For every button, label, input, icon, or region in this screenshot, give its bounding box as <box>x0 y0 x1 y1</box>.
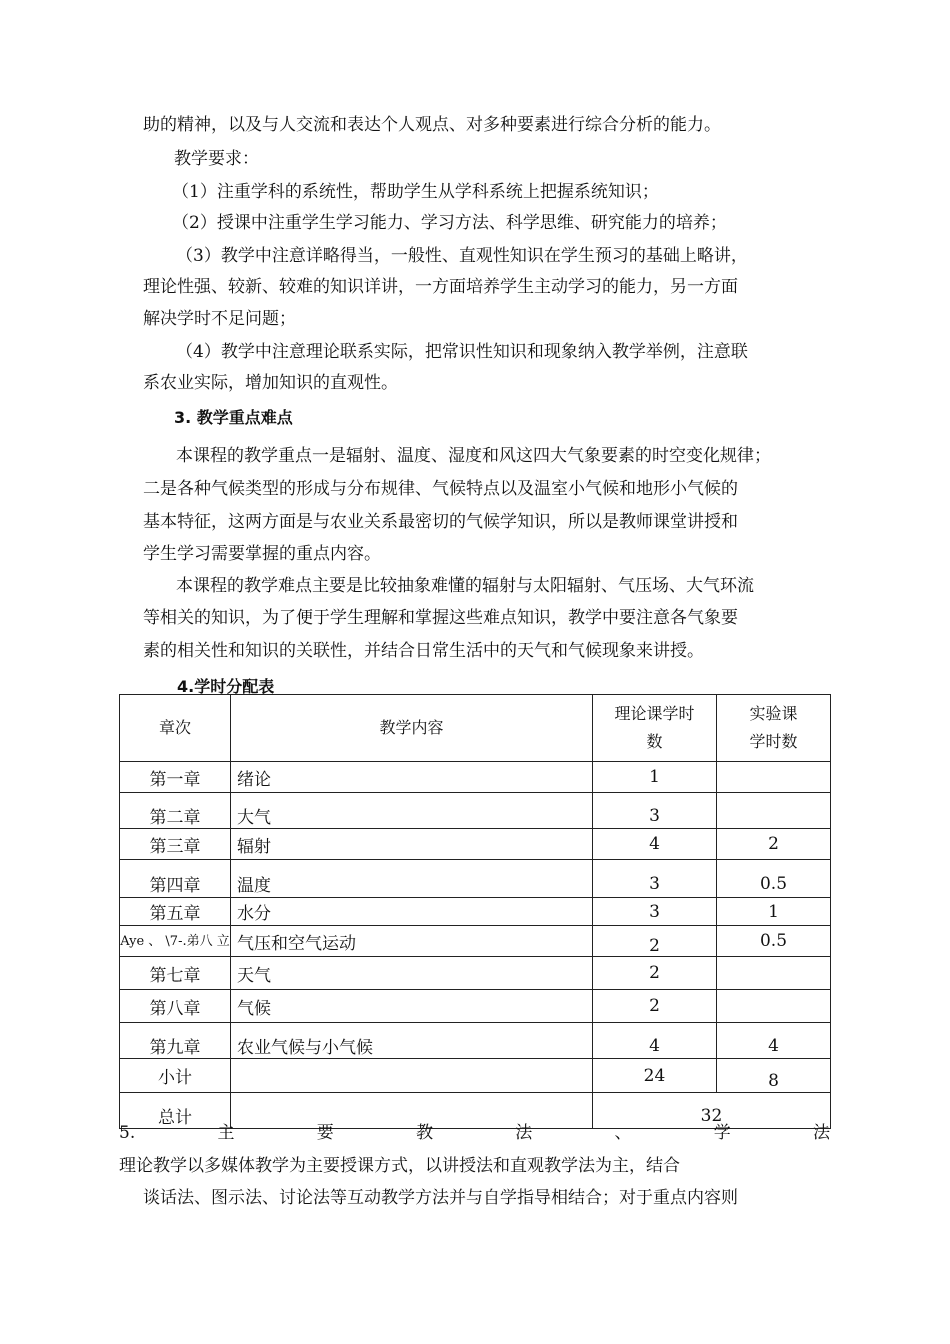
lab-cell: 0.5 <box>717 926 831 957</box>
text-line: 本课程的教学难点主要是比较抽象难懂的辐射与太阳辐射、气压场、大气环流 <box>176 576 754 596</box>
content-cell: 温度 <box>231 860 593 898</box>
table-row <box>120 990 831 1023</box>
section-heading-spread <box>119 1122 830 1144</box>
heading-char: 5. <box>119 1123 136 1143</box>
header-content: 教学内容 <box>231 695 593 762</box>
theory-cell: 2 <box>593 957 717 990</box>
subtotal-row <box>120 1059 831 1093</box>
header-lab-line: 实验课 <box>749 704 798 723</box>
requirement-item: （1）注重学科的系统性，帮助学生从学科系统上把握系统知识； <box>172 182 659 202</box>
chapter-cell: 第二章 <box>120 793 231 829</box>
content-cell: 辐射 <box>231 829 593 860</box>
subtotal-lab: 8 <box>717 1059 831 1093</box>
theory-cell: 4 <box>593 1023 717 1059</box>
header-lab-hours <box>717 695 831 762</box>
chapter-cell: 第四章 <box>120 860 231 898</box>
header-theory-hours <box>593 695 717 762</box>
chapter-cell: 第八章 <box>120 990 231 1023</box>
theory-cell: 2 <box>593 990 717 1023</box>
header-chapter: 章次 <box>120 695 231 762</box>
requirement-item: （2）授课中注重学生学习能力、学习方法、科学思维、研究能力的培养； <box>172 213 727 233</box>
content-cell: 农业气候与小气候 <box>231 1023 593 1059</box>
text-line: 系农业实际，增加知识的直观性。 <box>143 373 398 393</box>
table-row <box>120 926 831 957</box>
theory-cell: 3 <box>593 898 717 926</box>
subtotal-theory: 24 <box>593 1059 717 1093</box>
text-line: 学生学习需要掌握的重点内容。 <box>143 544 381 564</box>
text-line: 理论教学以多媒体教学为主要授课方式，以讲授法和直观教学法为主，结合 <box>119 1156 680 1176</box>
theory-cell: 4 <box>593 829 717 860</box>
theory-cell: 1 <box>593 762 717 793</box>
theory-cell: 2 <box>593 926 717 957</box>
section-heading: 3. 教学重点难点 <box>174 408 293 427</box>
text-line: 解决学时不足问题； <box>143 309 296 329</box>
table-row <box>120 860 831 898</box>
requirements-title: 教学要求： <box>174 149 259 169</box>
table-row <box>120 762 831 793</box>
table-row <box>120 898 831 926</box>
content-cell: 绪论 <box>231 762 593 793</box>
subtotal-label: 小计 <box>120 1059 231 1093</box>
text-line: 理论性强、较新、较难的知识详讲，一方面培养学生主动学习的能力，另一方面 <box>143 277 738 297</box>
heading-char: 法 <box>812 1123 830 1143</box>
table-row <box>120 957 831 990</box>
lab-cell: 4 <box>717 1023 831 1059</box>
theory-cell: 3 <box>593 860 717 898</box>
heading-char: 、 <box>614 1123 632 1143</box>
text-line: 素的相关性和知识的关联性，并结合日常生活中的天气和气候现象来讲授。 <box>143 641 704 661</box>
text-line: 助的精神，以及与人交流和表达个人观点、对多种要素进行综合分析的能力。 <box>143 115 721 135</box>
lab-cell <box>717 793 831 829</box>
content-cell: 大气 <box>231 793 593 829</box>
header-theory-line: 理论课学时 <box>614 704 695 723</box>
subtotal-content <box>231 1059 593 1093</box>
heading-char: 法 <box>515 1123 533 1143</box>
total-label: 总计 <box>120 1093 231 1129</box>
text-line: 二是各种气候类型的形成与分布规律、气候特点以及温室小气候和地形小气候的 <box>143 479 738 499</box>
chapter-cell: 第九章 <box>120 1023 231 1059</box>
section-heading: 4.学时分配表 <box>177 677 275 696</box>
content-cell: 天气 <box>231 957 593 990</box>
content-cell: 气候 <box>231 990 593 1023</box>
chapter-cell: 第三章 <box>120 829 231 860</box>
lab-cell <box>717 762 831 793</box>
table-header-row <box>120 695 831 762</box>
lab-cell: 1 <box>717 898 831 926</box>
chapter-cell: 第七章 <box>120 957 231 990</box>
requirement-item: （3）教学中注意详略得当，一般性、直观性知识在学生预习的基础上略讲， <box>176 246 748 266</box>
text-line: 本课程的教学重点一是辐射、温度、湿度和风这四大气象要素的时空变化规律； <box>176 446 771 466</box>
lab-cell: 2 <box>717 829 831 860</box>
lab-cell <box>717 957 831 990</box>
heading-char: 要 <box>316 1123 334 1143</box>
text-line: 基本特征，这两方面是与农业关系最密切的气候学知识，所以是教师课堂讲授和 <box>143 512 738 532</box>
table-row <box>120 793 831 829</box>
header-theory-line: 数 <box>646 732 663 751</box>
theory-cell: 3 <box>593 793 717 829</box>
lab-cell: 0.5 <box>717 860 831 898</box>
content-cell: 气压和空气运动 <box>231 926 593 957</box>
heading-char: 教 <box>415 1123 433 1143</box>
lab-cell <box>717 990 831 1023</box>
text-line: 谈话法、图示法、讨论法等互动教学方法并与自学指导相结合；对于重点内容则 <box>143 1188 738 1208</box>
requirement-item: （4）教学中注意理论联系实际，把常识性知识和现象纳入教学举例，注意联 <box>176 342 748 362</box>
table-row <box>120 1023 831 1059</box>
chapter-cell: 第一章 <box>120 762 231 793</box>
chapter-cell: 第五章 <box>120 898 231 926</box>
heading-char: 主 <box>217 1123 235 1143</box>
chapter-cell: Aye 、 \7-.弟八 立 <box>120 926 231 957</box>
hours-table <box>119 694 831 1129</box>
content-cell: 水分 <box>231 898 593 926</box>
table-row <box>120 829 831 860</box>
text-line: 等相关的知识，为了便于学生理解和掌握这些难点知识，教学中要注意各气象要 <box>143 608 738 628</box>
total-value: 32 <box>593 1093 831 1129</box>
header-lab-line: 学时数 <box>749 732 798 751</box>
heading-char: 学 <box>713 1123 731 1143</box>
